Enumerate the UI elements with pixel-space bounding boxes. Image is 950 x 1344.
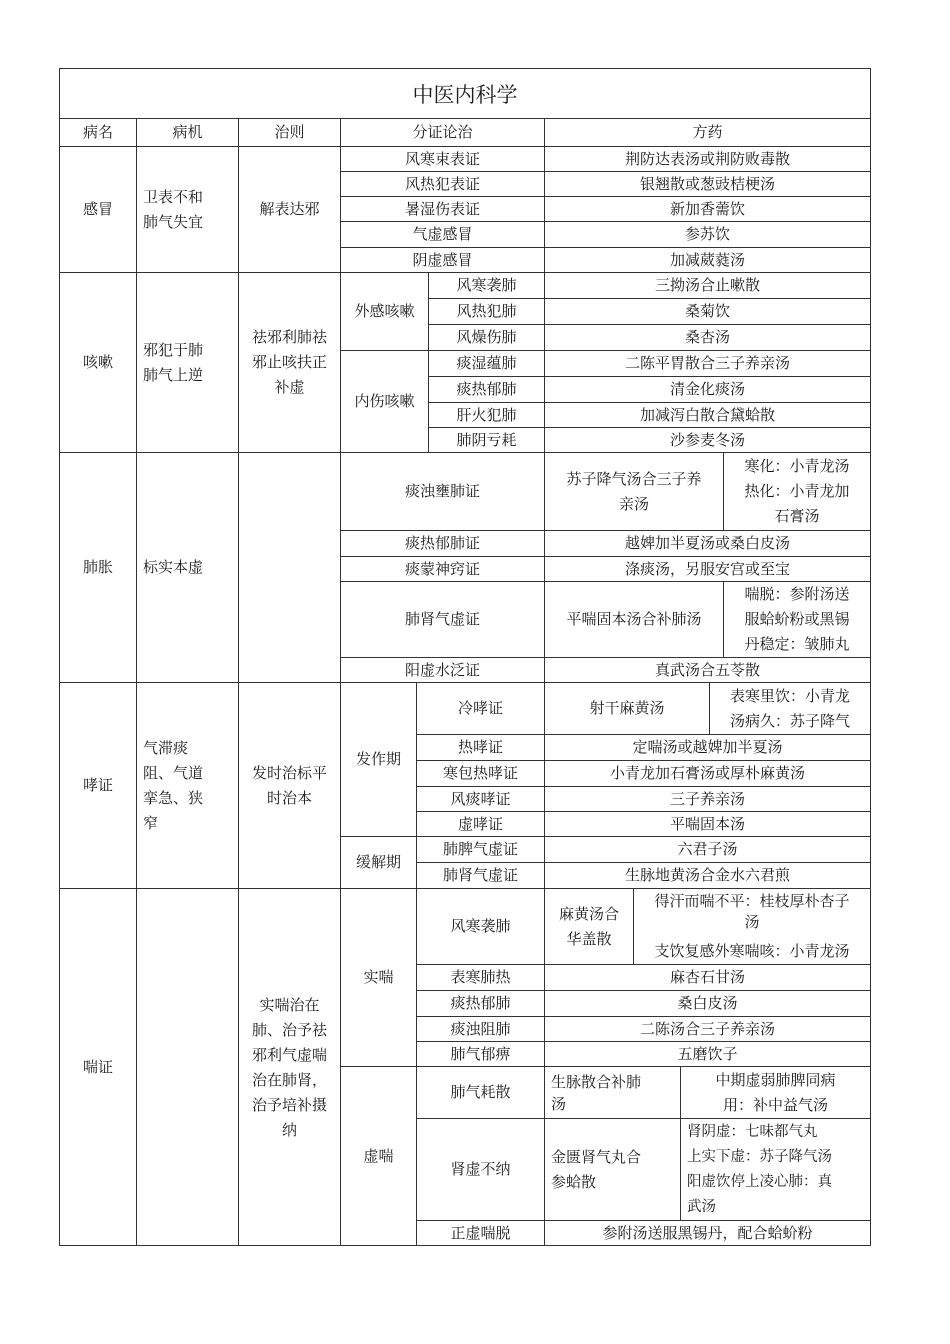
syndrome: 阴虚感冒 <box>341 248 545 273</box>
principle-ganmao: 解表达邪 <box>239 147 341 273</box>
prescription: 参苏饮 <box>545 222 870 248</box>
syndrome: 肺气耗散 <box>417 1067 545 1119</box>
syndrome: 气虚感冒 <box>341 222 545 248</box>
header-zhize: 治则 <box>239 119 341 147</box>
pathogenesis-ganmao: 卫表不和 肺气失宜 <box>137 147 239 273</box>
pathogenesis-chuan-empty <box>137 889 239 1246</box>
principle-chuan: 实喘治在 肺、治予祛 邪利气虚喘 治在肺肾， 治予培补摄 纳 <box>239 889 341 1246</box>
syndrome: 阳虚水泛证 <box>341 658 545 683</box>
page-title: 中医内科学 <box>60 69 870 119</box>
prescription: 生脉地黄汤合金水六君煎 <box>545 863 870 889</box>
syndrome: 热哮证 <box>417 735 545 761</box>
prescription-note: 中期虚弱肺脾同病 用：补中益气汤 <box>681 1067 870 1119</box>
prescription: 二陈平胃散合三子养亲汤 <box>545 351 870 377</box>
prescription: 三子养亲汤 <box>545 787 870 812</box>
syndrome: 肺肾气虚证 <box>341 582 545 658</box>
prescription: 苏子降气汤合三子养 亲汤 <box>545 453 724 531</box>
syndrome: 痰热郁肺 <box>429 377 545 403</box>
syndrome: 肝火犯肺 <box>429 403 545 428</box>
category-waigan: 外感咳嗽 <box>341 273 429 351</box>
syndrome: 肺气郁痹 <box>417 1042 545 1067</box>
prescription: 清金化痰汤 <box>545 377 870 403</box>
prescription: 桑杏汤 <box>545 325 870 351</box>
syndrome: 寒包热哮证 <box>417 761 545 787</box>
pathogenesis-xiao: 气滞痰 阻、气道 挛急、狭 窄 <box>137 683 239 889</box>
prescription-note: 寒化：小青龙汤 热化：小青龙加 石膏汤 <box>724 453 870 531</box>
prescription: 定喘汤或越婢加半夏汤 <box>545 735 870 761</box>
prescription-note: 肾阴虚：七味都气丸 上实下虚：苏子降气汤 阳虚饮停上凌心肺：真 武汤 <box>681 1119 870 1221</box>
prescription: 麻杏石甘汤 <box>545 965 870 991</box>
prescription: 金匮肾气丸合 参蛤散 <box>545 1119 681 1221</box>
prescription: 加减泻白散合黛蛤散 <box>545 403 870 428</box>
prescription: 越婢加半夏汤或桑白皮汤 <box>545 531 870 557</box>
syndrome: 肺脾气虚证 <box>417 837 545 863</box>
header-bingji: 病机 <box>137 119 239 147</box>
syndrome: 痰蒙神窍证 <box>341 557 545 582</box>
prescription-note: 表寒里饮：小青龙 汤病久：苏子降气 <box>710 683 870 735</box>
prescription-note: 得汗而喘不平：桂枝厚朴杏子 汤 <box>654 892 850 931</box>
syndrome: 风热犯肺 <box>429 299 545 325</box>
prescription: 二陈汤合三子养亲汤 <box>545 1017 870 1042</box>
prescription: 涤痰汤，另服安宫或至宝 <box>545 557 870 582</box>
syndrome: 痰浊阻肺 <box>417 1017 545 1042</box>
prescription: 沙参麦冬汤 <box>545 428 870 453</box>
header-bingming: 病名 <box>60 119 137 147</box>
syndrome: 痰热郁肺 <box>417 991 545 1017</box>
syndrome: 痰浊壅肺证 <box>341 453 545 531</box>
prescription-note: 喘脱：参附汤送 服蛤蚧粉或黑锡 丹稳定：皱肺丸 <box>724 582 870 658</box>
category-xuchuan: 虚喘 <box>341 1067 417 1246</box>
header-fangyao: 方药 <box>545 119 870 147</box>
syndrome: 暑湿伤表证 <box>341 197 545 222</box>
prescription: 新加香薷饮 <box>545 197 870 222</box>
syndrome: 冷哮证 <box>417 683 545 735</box>
syndrome: 痰湿蕴肺 <box>429 351 545 377</box>
syndrome: 风寒束表证 <box>341 147 545 172</box>
syndrome: 风热犯表证 <box>341 172 545 197</box>
syndrome: 虚哮证 <box>417 812 545 837</box>
prescription: 射干麻黄汤 <box>545 683 710 735</box>
pathogenesis-feizhang: 标实本虚 <box>137 453 239 683</box>
prescription: 麻黄汤合 华盖散 <box>545 889 634 965</box>
principle-feizhang-empty <box>239 453 341 683</box>
prescription: 平喘固本汤合补肺汤 <box>545 582 724 658</box>
prescription: 银翘散或葱豉桔梗汤 <box>545 172 870 197</box>
disease-ganmao: 感冒 <box>60 147 137 273</box>
prescription: 参附汤送服黑锡丹，配合蛤蚧粉 <box>602 1224 813 1242</box>
principle-xiao: 发时治标平 时治本 <box>239 683 341 889</box>
prescription: 六君子汤 <box>545 837 870 863</box>
principle-kesou: 祛邪利肺祛 邪止咳扶正 补虚 <box>239 273 341 453</box>
header-fenzheng: 分证论治 <box>341 119 545 147</box>
prescription: 生脉散合补肺 汤 <box>545 1067 681 1119</box>
syndrome: 正虚喘脱 <box>417 1221 545 1246</box>
prescription: 五磨饮子 <box>545 1042 870 1067</box>
syndrome: 表寒肺热 <box>417 965 545 991</box>
prescription: 真武汤合五苓散 <box>545 658 870 683</box>
category-huanjie: 缓解期 <box>341 837 417 889</box>
prescription: 三拗汤合止嗽散 <box>545 273 870 299</box>
prescription: 桑菊饮 <box>545 299 870 325</box>
prescription: 平喘固本汤 <box>545 812 870 837</box>
disease-feizhang: 肺胀 <box>60 453 137 683</box>
prescription: 小青龙加石膏汤或厚朴麻黄汤 <box>545 761 870 787</box>
tcm-table <box>59 68 871 1246</box>
prescription: 加减葳蕤汤 <box>545 248 870 273</box>
syndrome: 风痰哮证 <box>417 787 545 812</box>
syndrome: 痰热郁肺证 <box>341 531 545 557</box>
syndrome: 肺阴亏耗 <box>429 428 545 453</box>
disease-kesou: 咳嗽 <box>60 273 137 453</box>
prescription-note: 支饮复感外寒喘咳：小青龙汤 <box>634 939 870 965</box>
syndrome: 风寒袭肺 <box>429 273 545 299</box>
category-fazuo: 发作期 <box>341 683 417 837</box>
category-neishang: 内伤咳嗽 <box>341 351 429 453</box>
category-shichuan: 实喘 <box>341 889 417 1067</box>
disease-xiao: 哮证 <box>60 683 137 889</box>
syndrome: 肾虚不纳 <box>417 1119 545 1221</box>
pathogenesis-kesou: 邪犯于肺 肺气上逆 <box>137 273 239 453</box>
disease-chuan: 喘证 <box>60 889 137 1246</box>
prescription: 桑白皮汤 <box>545 991 870 1017</box>
prescription: 荆防达表汤或荆防败毒散 <box>545 147 870 172</box>
syndrome: 风燥伤肺 <box>429 325 545 351</box>
syndrome: 肺肾气虚证 <box>417 863 545 889</box>
syndrome: 风寒袭肺 <box>417 889 545 965</box>
